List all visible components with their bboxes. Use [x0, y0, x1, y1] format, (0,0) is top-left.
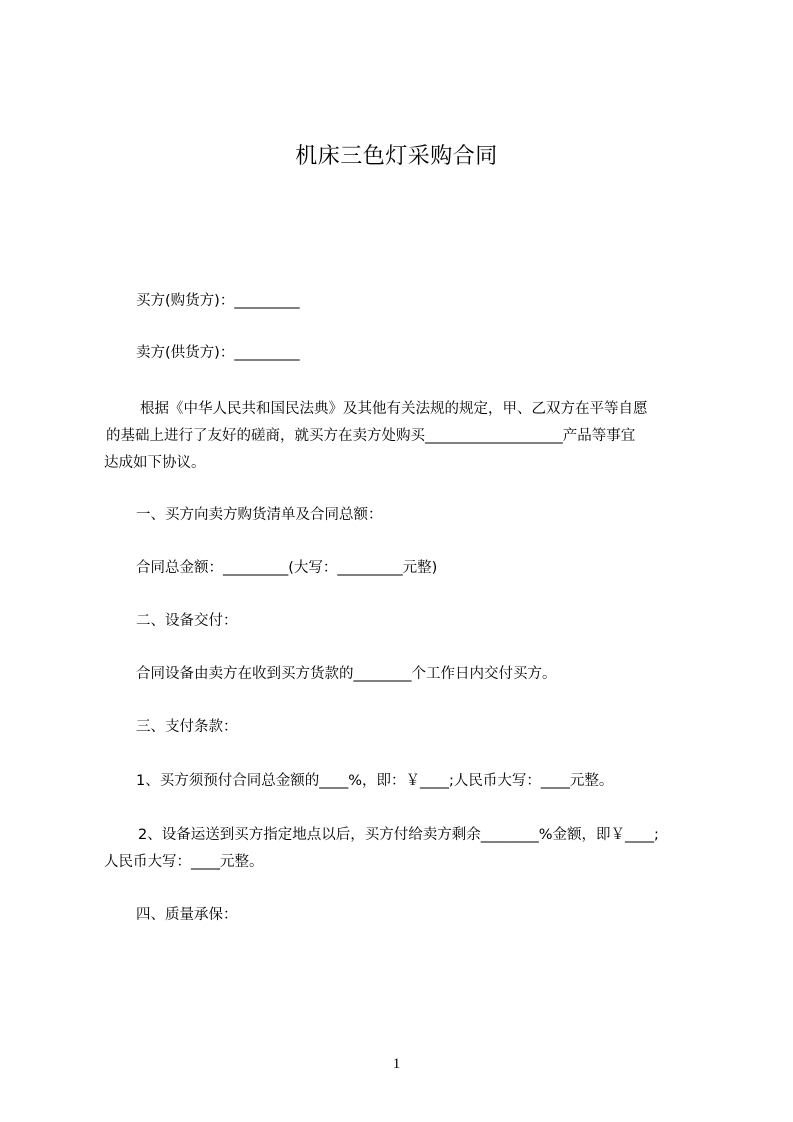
buyer-line: 买方(购货方)：_________	[136, 293, 300, 309]
delivery-line: 合同设备由卖方在收到买方货款的________个工作日内交付买方。	[136, 666, 557, 682]
seller-line: 卖方(供货方)：_________	[136, 345, 300, 361]
intro-paragraph-line-1: 根据《中华人民共和国民法典》及其他有关法规的规定，甲、乙双方在平等自愿	[140, 401, 648, 417]
document-title: 机床三色灯采购合同	[295, 144, 498, 169]
intro-paragraph-line-3: 达成如下协议。	[104, 455, 206, 471]
section-2-heading: 二、设备交付：	[136, 613, 238, 629]
section-4-heading: 四、质量承保：	[136, 907, 238, 923]
section-3-heading: 三、支付条款：	[136, 719, 238, 735]
section-1-heading: 一、买方向卖方购货清单及合同总额：	[136, 507, 383, 523]
payment-term-2-line-2: 人民币大写：____元整。	[104, 854, 264, 870]
page-number: 1	[392, 1056, 401, 1072]
payment-term-1: 1、买方须预付合同总金额的____%，即：￥____;人民币大写：____元整。	[136, 773, 614, 789]
payment-term-2-line-1: 2、设备运送到买方指定地点以后，买方付给卖方剩余________%金额，即￥____;	[138, 827, 659, 843]
intro-paragraph-line-2: 的基础上进行了友好的磋商，就买方在卖方处购买___________________产品等事宜	[106, 428, 636, 444]
total-amount-line: 合同总金额：_________(大写：_________元整)	[136, 560, 438, 576]
